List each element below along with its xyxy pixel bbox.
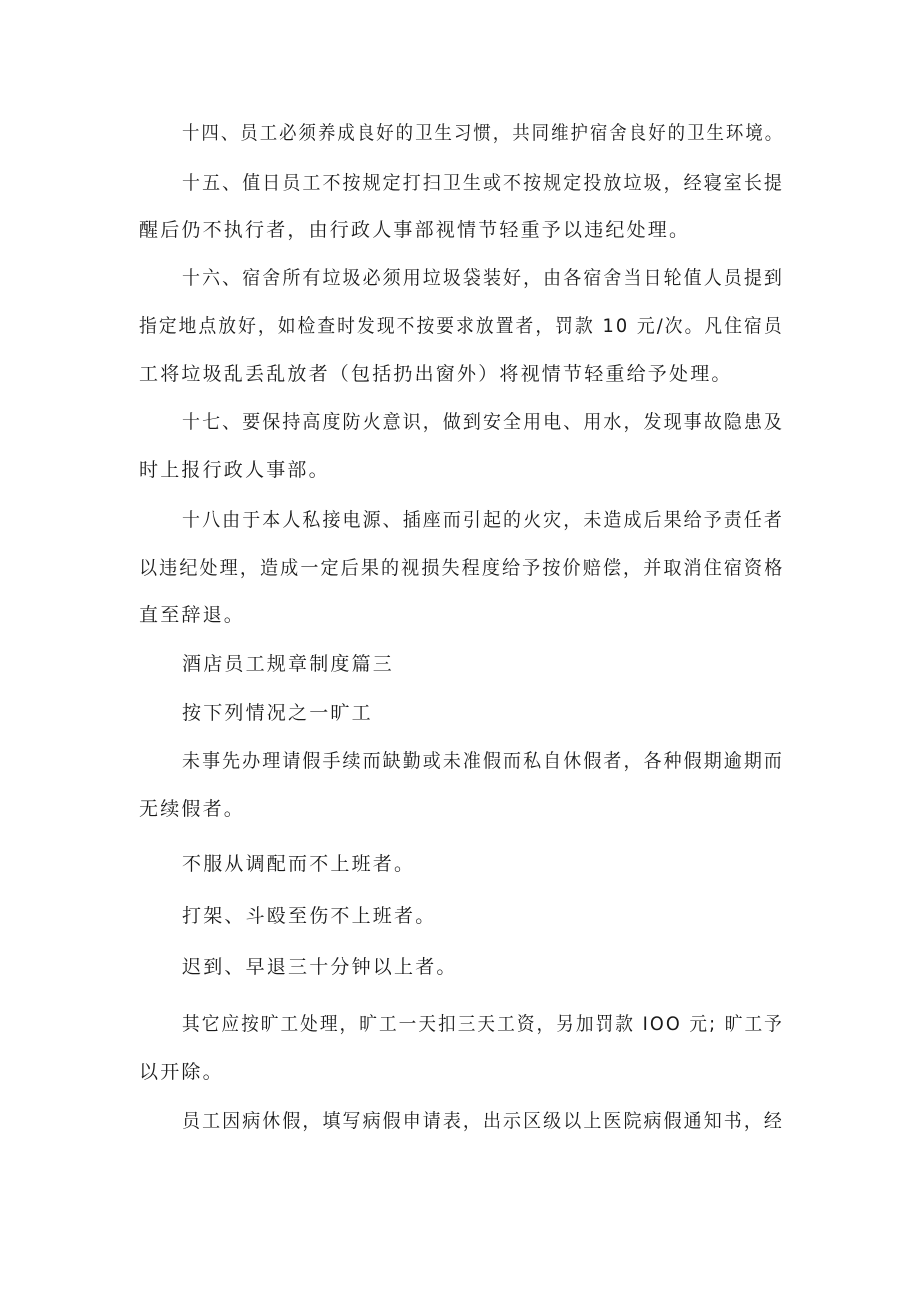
paragraph-line: 十八由于本人私接电源、插座而引起的火灾，未造成后果给予责任者 <box>182 509 784 531</box>
list-item: 不服从调配而不上班者。 <box>182 853 416 875</box>
paragraph-line: 十五、值日员工不按规定打扫卫生或不按规定投放垃圾，经寝室长提 <box>182 172 784 194</box>
paragraph-line: 十六、宿舍所有垃圾必须用垃圾袋装好，由各宿舍当日轮值人员提到 <box>182 267 784 289</box>
list-item: 打架、斗殴至伤不上班者。 <box>182 905 437 927</box>
paragraph-line: 直至辞退。 <box>139 604 246 626</box>
paragraph-line: 其它应按旷工处理，旷工一天扣三天工资，另加罚款 IOO 元; 旷工予 <box>182 1013 784 1035</box>
paragraph-line: 时上报行政人事部。 <box>139 459 330 481</box>
section-heading: 酒店员工规章制度篇三 <box>182 653 395 675</box>
paragraph-line: 十七、要保持高度防火意识，做到安全用电、用水，发现事故隐患及 <box>182 411 784 433</box>
paragraph-line: 无续假者。 <box>139 798 246 820</box>
paragraph-line: 指定地点放好，如检查时发现不按要求放置者，罚款 10 元/次。凡住宿员 <box>139 315 784 337</box>
paragraph-line: 未事先办理请假手续而缺勤或未准假而私自休假者，各种假期逾期而 <box>182 750 784 772</box>
paragraph-line: 十四、员工必须养成良好的卫生习惯，共同维护宿舍良好的卫生环境。 <box>182 122 785 144</box>
subheading: 按下列情况之一旷工 <box>182 702 373 724</box>
paragraph-line: 醒后仍不执行者，由行政人事部视情节轻重予以违纪处理。 <box>139 219 691 241</box>
paragraph-line: 员工因病休假，填写病假申请表，出示区级以上医院病假通知书，经 <box>182 1110 784 1132</box>
paragraph-line: 工将垃圾乱丢乱放者（包括扔出窗外）将视情节轻重给予处理。 <box>139 363 733 385</box>
list-item: 迟到、早退三十分钟以上者。 <box>182 956 458 978</box>
paragraph-line: 以开除。 <box>139 1061 224 1083</box>
paragraph-line: 以违纪处理，造成一定后果的视损失程度给予按价赔偿，并取消住宿资格 <box>139 557 785 579</box>
